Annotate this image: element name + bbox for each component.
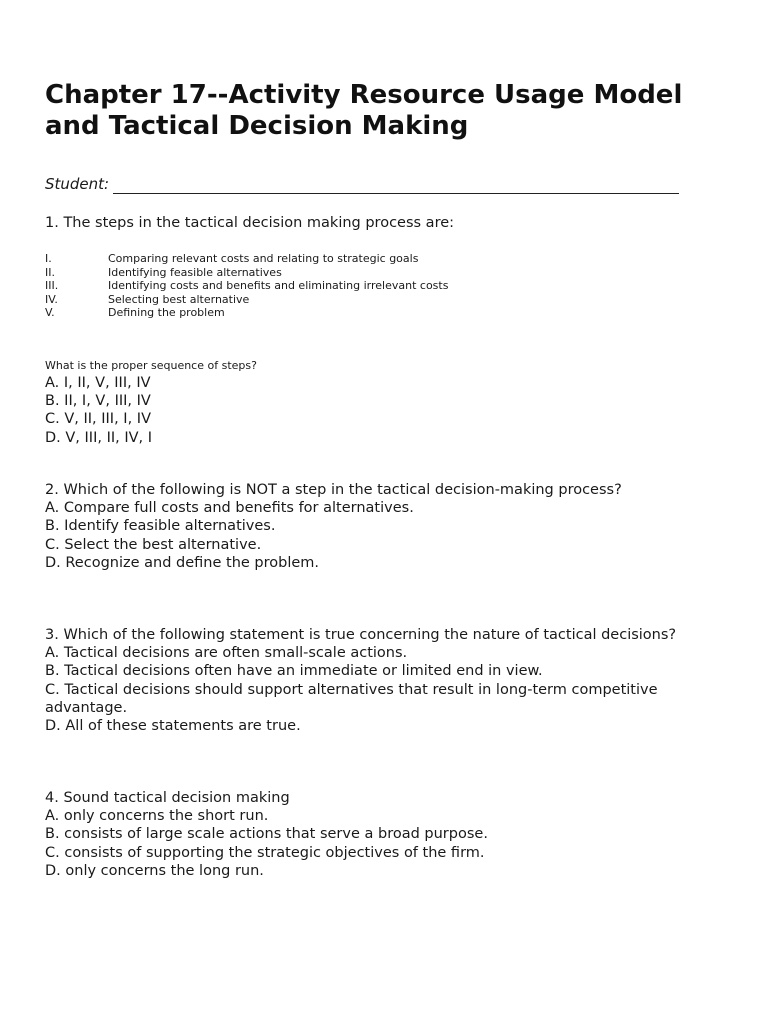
question-4 — [45, 789, 725, 880]
answer-option-b[interactable]: B. Tactical decisions often have an immediate or limited end in view. — [45, 663, 543, 680]
step-text: Identifying feasible alternatives — [108, 265, 282, 279]
step-row — [45, 293, 448, 307]
question-1 — [45, 214, 725, 232]
step-number: III. — [45, 279, 59, 292]
question-stem: 3. Which of the following statement is true concerning the nature of tactical decisions? — [45, 627, 677, 643]
sub-question: What is the proper sequence of steps? — [45, 359, 257, 372]
answer-option-a[interactable]: A. Tactical decisions are often small-scale actions. — [45, 645, 408, 662]
answer-option-c[interactable]: C. V, II, III, I, IV — [45, 411, 151, 428]
answer-option-a[interactable]: A. Compare full costs and benefits for alternatives. — [45, 500, 414, 517]
question-2 — [45, 481, 725, 572]
step-row — [45, 279, 448, 293]
step-row — [45, 306, 448, 320]
student-field — [45, 174, 679, 194]
student-label: Student: — [45, 175, 110, 193]
question-3 — [45, 626, 725, 735]
answer-option-d[interactable]: D. Recognize and define the problem. — [45, 554, 320, 571]
question-1-options — [45, 374, 725, 447]
step-text: Defining the problem — [108, 306, 225, 319]
answer-option-b[interactable]: B. consists of large scale actions that serve a broad purpose. — [45, 826, 488, 843]
answer-option-a[interactable]: A. I, II, V, III, IV — [45, 375, 151, 391]
question-stem: 1. The steps in the tactical decision making process are: — [45, 215, 455, 231]
answer-option-b[interactable]: B. Identify feasible alternatives. — [45, 518, 276, 535]
answer-option-d[interactable]: D. All of these statements are true. — [45, 718, 301, 735]
step-number: II. — [45, 265, 55, 279]
step-row — [45, 266, 448, 280]
answer-option-d[interactable]: D. only concerns the long run. — [45, 862, 264, 879]
step-row — [45, 252, 448, 266]
step-number: I. — [45, 252, 52, 265]
answer-option-d[interactable]: D. V, III, II, IV, I — [45, 429, 153, 446]
answer-option-c[interactable]: C. Tactical decisions should support alternatives that result in long-term competitive advantage. — [45, 681, 658, 716]
step-text: Identifying costs and benefits and eliminating irrelevant costs — [108, 279, 449, 292]
steps-list — [45, 252, 448, 320]
step-text: Comparing relevant costs and relating to strategic goals — [108, 252, 419, 265]
step-text: Selecting best alternative — [108, 292, 250, 306]
answer-option-c[interactable]: C. Select the best alternative. — [45, 536, 262, 553]
answer-option-a[interactable]: A. only concerns the short run. — [45, 808, 269, 825]
step-number: IV. — [45, 292, 58, 306]
page-title: Chapter 17--Activity Resource Usage Model and Tactical Decision Making — [45, 80, 683, 141]
question-stem: 2. Which of the following is NOT a step in the tactical decision-making process? — [45, 482, 622, 498]
student-name-blank[interactable] — [113, 177, 679, 194]
answer-option-b[interactable]: B. II, I, V, III, IV — [45, 393, 151, 410]
answer-option-c[interactable]: C. consists of supporting the strategic objectives of the firm. — [45, 844, 485, 861]
question-stem: 4. Sound tactical decision making — [45, 790, 290, 806]
step-number: V. — [45, 306, 55, 319]
